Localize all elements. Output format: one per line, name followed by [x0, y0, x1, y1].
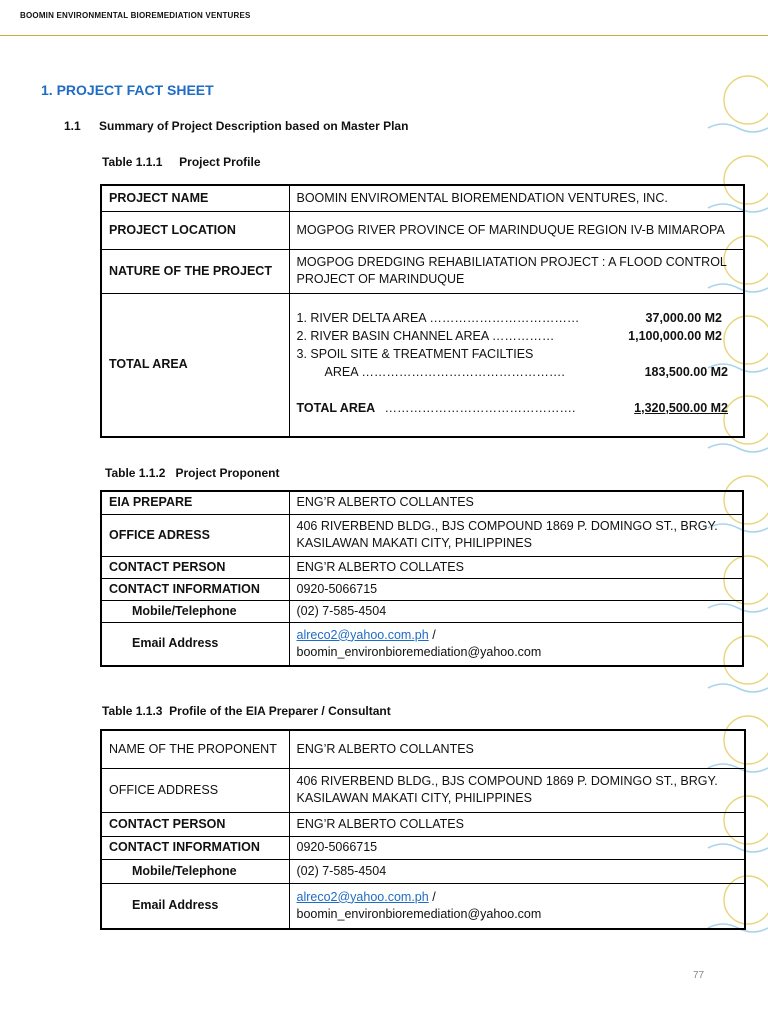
email-secondary: boomin_environbioremediation@yahoo.com: [296, 644, 542, 659]
table-row: [101, 600, 743, 622]
row-label: CONTACT INFORMATION: [101, 578, 289, 600]
table-row: [101, 249, 744, 293]
row-label: NAME OF THE PROPONENT: [101, 730, 289, 768]
table-row: [101, 883, 745, 929]
area-item-value: 183,500.00 M2: [644, 364, 728, 379]
row-label: OFFICE ADDRESS: [101, 768, 289, 812]
row-value: ENG’R ALBERTO COLLATES: [289, 812, 745, 836]
row-value: ENG’R ALBERTO COLLANTES: [289, 491, 743, 514]
section-title: 1. PROJECT FACT SHEET: [41, 82, 214, 98]
total-area-cell: [289, 293, 744, 437]
table-row: [101, 293, 744, 437]
row-value: (02) 7-585-4504: [289, 600, 743, 622]
area-item-text: 1. RIVER DELTA AREA ………………………………: [296, 310, 580, 325]
grand-total-dots: ……………………………………….: [384, 400, 576, 415]
table-row: [101, 211, 744, 249]
table3-caption: Table 1.1.3 Profile of the EIA Preparer / Consultant: [102, 704, 391, 718]
table2-caption: Table 1.1.2 Project Proponent: [105, 466, 280, 480]
row-label: EIA PREPARE: [101, 491, 289, 514]
email-separator: /: [428, 889, 436, 904]
subsection-title: Summary of Project Description based on Master Plan: [99, 119, 409, 133]
total-area-label: TOTAL AREA: [101, 293, 289, 437]
project-location-value: MOGPOG RIVER PROVINCE OF MARINDUQUE REGION IV-B MIMAROPA: [289, 211, 744, 249]
project-location-label: PROJECT LOCATION: [101, 211, 289, 249]
row-label: Mobile/Telephone: [101, 859, 289, 883]
area-item-value: 37,000.00 M2: [645, 310, 722, 325]
table-row: [101, 185, 744, 211]
subsection-number: 1.1: [64, 119, 81, 133]
area-item-text: 2. RIVER BASIN CHANNEL AREA ……………: [296, 328, 555, 343]
table1-caption: Table 1.1.1 Project Profile: [102, 155, 261, 169]
area-item-text: 3. SPOIL SITE & TREATMENT FACILTIES: [296, 346, 534, 361]
table-row: [101, 836, 745, 859]
row-label: CONTACT PERSON: [101, 812, 289, 836]
row-label: Mobile/Telephone: [101, 600, 289, 622]
row-value: 406 RIVERBEND BLDG., BJS COMPOUND 1869 P. DOMINGO ST., BRGY. KASILAWAN MAKATI CITY, PHILIPPINES: [289, 514, 743, 556]
grand-total-value: 1,320,500.00 M2: [634, 400, 728, 415]
row-value: ENG’R ALBERTO COLLATES: [289, 556, 743, 578]
email-link[interactable]: alreco2@yahoo.com.ph: [296, 627, 429, 642]
row-label: CONTACT PERSON: [101, 556, 289, 578]
project-name-value: BOOMIN ENVIROMENTAL BIOREMENDATION VENTURES, INC.: [289, 185, 744, 211]
eia-preparer-table: [100, 729, 746, 930]
page-number: 77: [693, 970, 705, 981]
table-row: [101, 556, 743, 578]
grand-total-label: TOTAL AREA: [296, 400, 376, 415]
row-value: ENG’R ALBERTO COLLANTES: [289, 730, 745, 768]
email-secondary: boomin_environbioremediation@yahoo.com: [296, 906, 542, 921]
table-row: [101, 730, 745, 768]
project-proponent-table: [100, 490, 744, 667]
area-item-value: 1,100,000.00 M2: [628, 328, 722, 343]
email-label: Email Address: [101, 883, 289, 929]
nature-value: MOGPOG DREDGING REHABILIATATION PROJECT : A FLOOD CONTROL PROJECT OF MARINDUQUE: [289, 249, 744, 293]
email-value: [289, 622, 743, 666]
subsection-heading: [64, 119, 408, 133]
table-row: [101, 578, 743, 600]
table-row: [101, 812, 745, 836]
project-profile-table: [100, 184, 745, 438]
row-value: 406 RIVERBEND BLDG., BJS COMPOUND 1869 P. DOMINGO ST., BRGY. KASILAWAN MAKATI CITY, PHILIPPINES: [289, 768, 745, 812]
row-value: 0920-5066715: [289, 578, 743, 600]
email-link[interactable]: alreco2@yahoo.com.ph: [296, 889, 429, 904]
nature-label: NATURE OF THE PROJECT: [101, 249, 289, 293]
company-name: BOOMIN ENVIRONMENTAL BIOREMEDIATION VENTURES: [20, 11, 251, 20]
running-header: [0, 0, 768, 36]
table-row: [101, 514, 743, 556]
area-item-text: AREA ………………………………………….: [324, 364, 565, 379]
row-label: CONTACT INFORMATION: [101, 836, 289, 859]
project-name-label: PROJECT NAME: [101, 185, 289, 211]
email-label: Email Address: [101, 622, 289, 666]
row-label: OFFICE ADRESS: [101, 514, 289, 556]
row-value: 0920-5066715: [289, 836, 745, 859]
table-row: [101, 622, 743, 666]
email-separator: /: [428, 627, 436, 642]
email-value: [289, 883, 745, 929]
row-value: (02) 7-585-4504: [289, 859, 745, 883]
table-row: [101, 491, 743, 514]
table-row: [101, 768, 745, 812]
table-row: [101, 859, 745, 883]
area-list: [297, 294, 737, 434]
